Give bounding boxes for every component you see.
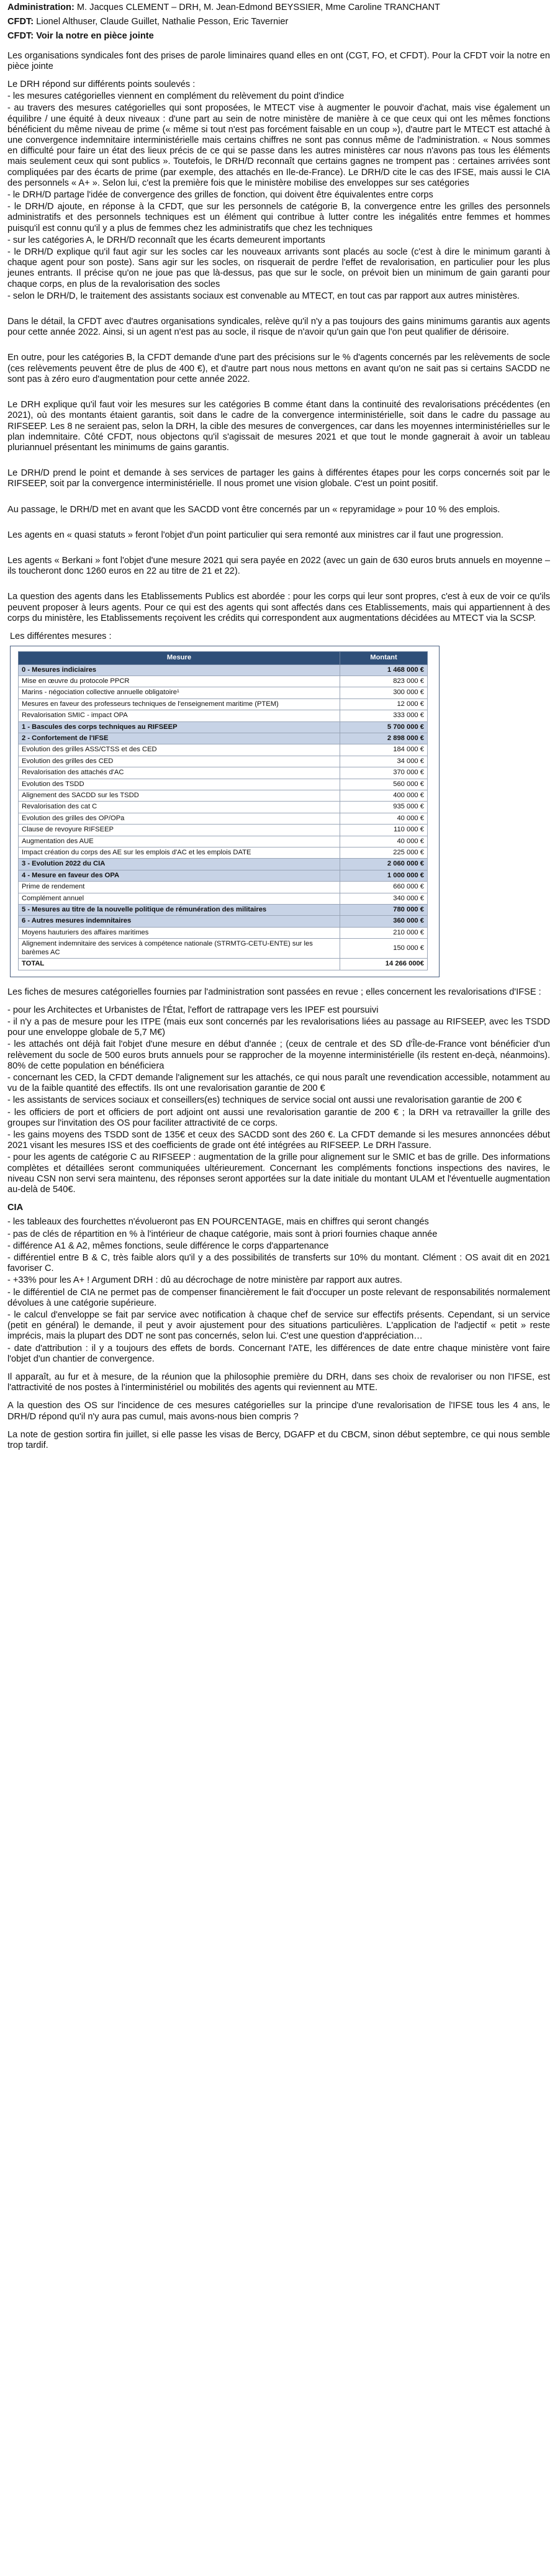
table-row [19,813,428,824]
table-row [19,733,428,744]
measure-amount: 110 000 € [340,825,428,836]
drh-prend-paragraph: Le DRH/D prend le point et demande à ses services de partager les gains à différentes étapes pour les corps concernés soit par le RIFSEEP, soit par la convergence interministérielle. Il nous promet une vision globale. C'est un point positif. [7,468,550,489]
measure-amount: 660 000 € [340,882,428,893]
measures-table-frame [10,646,440,977]
measure-label: 2 - Confortement de l'IFSE [19,733,340,744]
table-row [19,687,428,698]
measure-amount: 935 000 € [340,802,428,813]
detail-paragraph: Dans le détail, la CFDT avec d'autres organisations syndicales, relève qu'il n'y a pas toujours des gains minimums garantis aux agents pour cette année 2022. Ainsi, si un agent n'est pas au socle, il risque de n'avoir qu'un gain que l'on peut qualifier de dérisoire. [7,317,550,338]
berkani-paragraph: Les agents « Berkani » font l'objet d'une mesure 2021 qui sera payée en 2022 (avec un gain de 630 euros bruts annuels en moyenne – ils toucheront donc 1260 euros en 22 au titre de 21 et 22). [7,555,550,577]
measure-label: Evolution des grilles des OP/OPa [19,813,340,824]
measure-amount: 34 000 € [340,756,428,767]
measure-label: Clause de revoyure RIFSEEP [19,825,340,836]
ifse-point: - concernant les CED, la CFDT demande l'alignement sur les attachés, ce qui nous paraît une revendication accessible, notamment au vu de la faible quantité des effectifs. Ils ont une revalorisation garantie de 200 € [7,1072,550,1094]
cfdt-label: CFDT: [7,17,34,27]
table-title: Les différentes mesures : [10,631,112,641]
table-row [19,721,428,733]
table-row [19,756,428,767]
ifse-points-group [7,1005,550,1195]
passage-paragraph: Au passage, le DRH/D met en avant que les SACDD vont être concernés par un « repyramidage » pour 10 % des emplois. [7,504,500,515]
measure-label: 6 - Autres mesures indemnitaires [19,916,340,927]
question-os-paragraph: A la question des OS sur l'incidence de ces mesures catégorielles sur la principe d'une revalorisation de l'IFSE tous les 4 ans, le DRH/D répond qu'il n'y aura pas cumul, mais avons-nous bien compris ? [7,1401,550,1422]
measure-amount: 560 000 € [340,779,428,790]
cia-point: - +33% pour les A+ ! Argument DRH : dû au décrochage de notre ministère par rapport aux autres. [7,1275,402,1286]
drh-points-title: Le DRH répond sur différents points soulevés : [7,79,196,90]
cia-title: CIA [7,1203,24,1213]
measure-label: Moyens hauturiers des affaires maritimes [19,927,340,938]
table-row [19,710,428,721]
measure-label: 3 - Evolution 2022 du CIA [19,859,340,870]
table-row [19,847,428,859]
measure-label: TOTAL [19,959,340,970]
admin-line [7,2,550,13]
cfdt-doc-line [7,31,550,42]
table-row [19,893,428,904]
measure-amount: 12 000 € [340,698,428,710]
admin-label: Administration: [7,2,74,12]
measure-label: Marins - négociation collective annuelle obligatoire¹ [19,687,340,698]
measure-label: Complément annuel [19,893,340,904]
measure-label: Impact création du corps des AE sur les emplois d'AC et les emplois DATE [19,847,340,859]
cia-point: - différentiel entre B & C, très faible alors qu'il y a des possibilités de transferts sur 10% du montant. Clément : OS avait dit en 2021 favoriser C. [7,1252,550,1274]
table-row [19,779,428,790]
ifse-point: - les assistants de services sociaux et conseillers(es) techniques de service social ont aussi une revalorisation garantie de 200 € [7,1095,522,1106]
measure-label: Mise en œuvre du protocole PPCR [19,676,340,687]
measure-amount: 823 000 € [340,676,428,687]
drh-point: - selon le DRH/D, le traitement des assistants sociaux est convenable au MTECT, en tout cas par rapport aux autres ministères. [7,291,520,301]
table-row [19,939,428,959]
table-row [19,959,428,970]
measure-amount: 225 000 € [340,847,428,859]
table-row [19,882,428,893]
drh-point: - le DRH/D ajoute, en réponse à la CFDT, que sur les personnels de catégorie B, la convergence entre les grilles des personnels administratifs et des personnels techniques est un élément qui contribue à lutter contre les inégalités entre femmes et hommes puisqu'il est connu qu'il y a plus de femmes chez les administratifs que chez les techniques [7,202,550,233]
measure-label: Revalorisation des attachés d'AC [19,767,340,779]
appareil-paragraph: Il apparaît, au fur et à mesure, de la réunion que la philosophie première du DRH, dans ses choix de revaloriser ou non l'IFSE, est l'attractivité de nos postes à l'interministériel ou mobilités des agents qui reviennent au MTE. [7,1372,550,1393]
table-row [19,916,428,927]
intro-paragraph: Les organisations syndicales font des prises de parole liminaires quand elles en ont (CGT, FO, et CFDT). Pour la CFDT voir la notre en pièce jointe [7,50,550,71]
fiches-paragraph: Les fiches de mesures catégorielles fournies par l'administration sont passées en revue ; elles concernent les revalorisations d'IFSE : [7,987,541,997]
drh-point: - sur les catégories A, le DRH/D reconnaît que les écarts demeurent importants [7,235,325,245]
measure-amount: 300 000 € [340,687,428,698]
measure-amount: 333 000 € [340,710,428,721]
measure-amount: 400 000 € [340,790,428,802]
measure-amount: 340 000 € [340,893,428,904]
note-gestion-paragraph: La note de gestion sortira fin juillet, si elle passe les visas de Bercy, DGAFP et du CBCM, sinon début septembre, ce qui nous semble trop tardif. [7,1429,550,1451]
ifse-point: - il n'y a pas de mesure pour les ITPE (mais eux sont concernés par les revalorisations liées au passage au RIFSEEP, avec les TSDD pour une enveloppe globale de 5,7 M€) [7,1016,550,1038]
measure-label: Revalorisation des cat C [19,802,340,813]
measure-amount: 370 000 € [340,767,428,779]
table-row [19,802,428,813]
measure-label: Augmentation des AUE [19,836,340,847]
cfdt-names: Lionel Althuser, Claude Guillet, Nathalie Pesson, Eric Tavernier [34,17,289,27]
cia-point: - le calcul d'enveloppe se fait par service avec notification à chaque chef de service sur effectifs présents. Cependant, si un service (petit en général) le demande, il peut y avoir ajustement pour des situations particulières. L'application de l'adjectif « petit » reste imprécis, mais la plupart des DDT ne sont pas concernés, selon lui. C'est une question d'appréciation… [7,1310,550,1342]
ifse-point: - les gains moyens des TSDD sont de 135€ et ceux des SACDD sont des 260 €. La CFDT demande si les mesures annoncées début 2021 visant les mesures ISS et des coefficients de grade ont été intégrées au RIFSEEP. Le DRH l'assure. [7,1129,550,1151]
cia-point: - différence A1 & A2, mêmes fonctions, seule différence le corps d'appartenance [7,1241,329,1251]
drh-explique-paragraph: Le DRH explique qu'il faut voir les mesures sur les catégories B comme étant dans la continuité des revalorisations précédentes (en 2021), où des montants étaient garantis, soit dans le cadre de la convergence interministérielle, soit dans le cadre du passage au RIFSEEP. Les 8 ne seraient pas, selon la DRH, la cible des mesures de convergences, car dans les moyennes interministérielles sur le plan indemnitaire. Côté CFDT, nous objectons qu'il s'agissait de mesures 2021 et que tout le monde gagnerait à avoir un tableau pluriannuel présentant les minimums de gains garantis. [7,400,550,453]
ifse-point: - les officiers de port et officiers de port adjoint ont aussi une revalorisation garantie de 200 € ; la DRH va retravailler la grille des groupes sur l'invitation des OS pour faciliter attractivité de ce corps. [7,1107,550,1128]
quasi-statuts-paragraph: Les agents en « quasi statuts » feront l'objet d'un point particulier qui sera remonté aux ministres car il faut une progression. [7,530,503,540]
ifse-point: - les attachés ont déjà fait l'objet d'une mesure en début d'année ; (ceux de centrale et des SD d'Île-de-France vont bénéficier d'un relèvement du socle de 500 euros bruts annuels pour se rapprocher de la moyenne interministérielle (ils restent en-deçà, néanmoins). 80% de cette population en bénéficiera [7,1039,550,1071]
measure-label: Mesures en faveur des professeurs techniques de l'enseignement maritime (PTEM) [19,698,340,710]
cia-points-group [7,1217,550,1365]
cia-point: - les tableaux des fourchettes n'évolueront pas EN POURCENTAGE, mais en chiffres qui seront changés [7,1217,429,1227]
header-mesure: Mesure [19,652,340,664]
table-row [19,836,428,847]
cfdt-doc-prefix: CFDT: [7,31,37,42]
table-row [19,767,428,779]
drh-points-group [7,79,550,302]
table-row [19,905,428,916]
measure-label: Evolution des grilles ASS/CTSS et des CED [19,744,340,756]
drh-point: - le DRH/D partage l'idée de convergence des grilles de fonction, qui doivent être équivalentes entre corps [7,190,433,201]
measure-amount: 184 000 € [340,744,428,756]
cfdt-doc-link[interactable]: Voir la notre en pièce jointe [36,31,154,42]
cia-point: - date d'attribution : il y a toujours des effets de bords. Concernant l'ATE, les différences de date entre chaque ministère vont faire l'objet d'un chantier de convergence. [7,1343,550,1364]
measure-amount: 40 000 € [340,813,428,824]
cia-point: - le différentiel de CIA ne permet pas de compenser financièrement le fait d'occuper un poste relevant de responsabilités normalement dévolues à une catégorie supérieure. [7,1287,550,1308]
table-row [19,927,428,938]
measure-label: Evolution des grilles des CED [19,756,340,767]
drh-point: - les mesures catégorielles viennent en complément du relèvement du point d'indice [7,91,345,102]
drh-point: - le DRH/D explique qu'il faut agir sur les socles car les nouveaux arrivants sont placés au socle (c'est à dire le minimum garanti à chaque agent pour son poste). Sans agir sur les socles, on risquerait de perdre l'effet de revalorisation, en particulier pour les plus jeunes entrants. Il précise qu'on ne joue pas que là-dessus, pas que sur le socle, on prévoit bien un minimum de gain garanti pour chaque corps, en plus de la revalorisation des socles [7,247,550,289]
table-row [19,676,428,687]
header-montant: Montant [340,652,428,664]
drh-point: - au travers des mesures catégorielles qui sont proposées, le MTECT vise à augmenter le pouvoir d'achat, mais vise également un équilibre / une équité à deux niveaux : d'une part au sein de notre ministère de manière à ce que ceux qui ont les mêmes fonctions bénéficient du même niveau de prime (« même si tout n'est pas forcément faisable en un coup »), d'autre part le MTECT est attaché à une convergence indemnitaire interministérielle mais certains chiffres ne sont pas connus même de l'administration. « Nous sommes en difficulté pour faire un état des lieux précis de ce qui se passe dans les autres ministères car nous n'avons pas tous les éléments mais seulement ceux qui sont publics ». Toutefois, le DRH/D reconnaît que certains gagnes ne trompent pas : certaines arrivées sont compliquées par des écarts de prime (par exemple, des attachés en Ile-de-France). Le DRH/D cite le cas des IFSE, mais aussi le CIA des personnels « A+ ». Selon lui, c'est la première fois que le ministère mobilise des enveloppes sur ses catégories [7,103,550,188]
table-row [19,870,428,881]
measure-amount: 360 000 € [340,916,428,927]
table-header-row [19,652,428,664]
cfdt-line [7,17,550,27]
measure-amount: 2 060 000 € [340,859,428,870]
measure-label: Alignement des SACDD sur les TSDD [19,790,340,802]
table-row [19,744,428,756]
measure-amount: 1 468 000 € [340,664,428,676]
measure-label: Revalorisation SMIC - impact OPA [19,710,340,721]
measure-amount: 1 000 000 € [340,870,428,881]
measure-amount: 2 898 000 € [340,733,428,744]
measure-label: Evolution des TSDD [19,779,340,790]
table-row [19,664,428,676]
measure-amount: 150 000 € [340,939,428,959]
ifse-point: - pour les Architectes et Urbanistes de l'État, l'effort de rattrapage vers les IPEF est poursuivi [7,1005,379,1015]
cia-point: - pas de clés de répartition en % à l'intérieur de chaque catégorie, mais sont à priori fournies chaque année [7,1229,438,1239]
table-row [19,859,428,870]
measure-amount: 5 700 000 € [340,721,428,733]
table-row [19,698,428,710]
ifse-point: - pour les agents de catégorie C au RIFSEEP : augmentation de la grille pour alignement sur le SMIC et bas de grille. Des informations complètes et détaillées seront communiquées ultérieurement. Concernant les compléments fonctions inspections des navires, le niveau CSN non servi sera maintenu, des réponses seront apportées sur la date initiale du montant ULAM et l'éventuelle augmentation au-delà de 540€. [7,1152,550,1195]
etablissements-paragraph: La question des agents dans les Etablissements Publics est abordée : pour les corps qui leur sont propres, c'est à eux de voir ce qu'ils peuvent proposer à leurs agents. Pour ce qui est des agents qui sont affectés dans ces Etablissements, mais qui appartiennent à des corps du ministère, les Etablissements reçoivent les crédits qui correspondent aux augmentations décidées au MTECT via la SCSP. [7,592,550,623]
measure-amount: 210 000 € [340,927,428,938]
table-row [19,825,428,836]
measure-label: 5 - Mesures au titre de la nouvelle politique de rémunération des militaires [19,905,340,916]
measure-amount: 40 000 € [340,836,428,847]
en-outre-paragraph: En outre, pour les catégories B, la CFDT demande d'une part des précisions sur le % d'agents concernés par les relèvements de socle (ces relèvements peuvent être de plus de 400 €), et d'autre part nous nous mettons en avant qu'on ne sait pas si certains SACDD ne sont pas à zéro euro d'augmentation pour cette année 2022. [7,353,550,384]
measure-label: Alignement indemnitaire des services à compétence nationale (STRMTG-CETU-ENTE) sur les barèmes AC [19,939,340,959]
measure-amount: 14 266 000€ [340,959,428,970]
table-row [19,790,428,802]
measure-label: Prime de rendement [19,882,340,893]
measure-amount: 780 000 € [340,905,428,916]
admin-names: M. Jacques CLEMENT – DRH, M. Jean-Edmond BEYSSIER, Mme Caroline TRANCHANT [74,2,440,12]
table-body [19,664,428,970]
measure-label: 4 - Mesure en faveur des OPA [19,870,340,881]
measure-label: 1 - Bascules des corps techniques au RIFSEEP [19,721,340,733]
measures-table [18,651,428,970]
measure-label: 0 - Mesures indiciaires [19,664,340,676]
